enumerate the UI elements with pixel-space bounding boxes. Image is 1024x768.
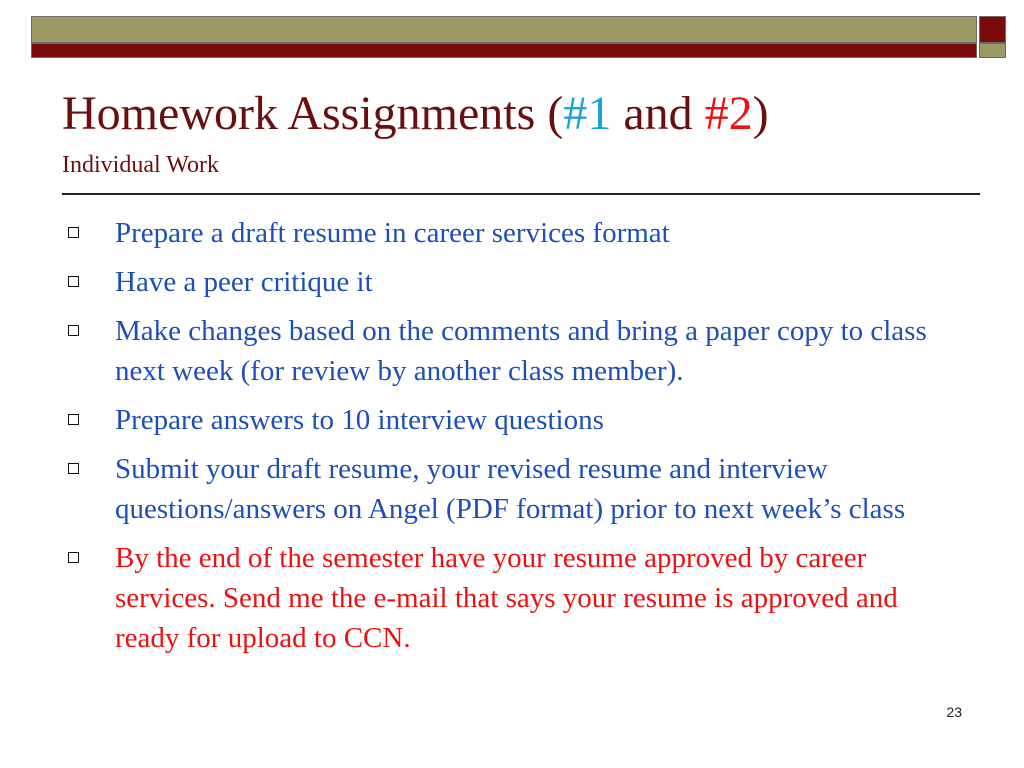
bullet-text: Submit your draft resume, your revised resume and interview questions/answers on Angel (PDF format) prior to next week’s class [115, 453, 906, 525]
bullet-text: Have a peer critique it [115, 266, 373, 298]
square-bullet-icon [68, 463, 79, 474]
slide-title [62, 88, 769, 141]
title-highlight-2: #2 [704, 87, 753, 140]
header-square-olive [979, 43, 1006, 58]
bullet-item [62, 400, 962, 440]
bullet-list [62, 213, 962, 667]
bullet-text: By the end of the semester have your resume approved by career services. Send me the e-mail that says your resume is approved and ready for upload to CCN. [115, 542, 898, 654]
page-number: 23 [946, 704, 962, 720]
title-suffix: ) [752, 87, 769, 140]
square-bullet-icon [68, 325, 79, 336]
bullet-text: Prepare answers to 10 interview questions [115, 404, 604, 436]
bullet-text: Prepare a draft resume in career services format [115, 217, 670, 249]
title-divider [62, 193, 980, 195]
bullet-item [62, 449, 962, 529]
header-square-maroon [979, 16, 1006, 43]
bullet-item [62, 213, 962, 253]
bullet-item-alert [62, 538, 962, 658]
square-bullet-icon [68, 227, 79, 238]
header-bar-maroon [31, 43, 977, 58]
slide-subtitle: Individual Work [62, 152, 219, 178]
header-bar-olive [31, 16, 977, 43]
title-middle: and [611, 87, 705, 140]
title-prefix: Homework Assignments ( [62, 87, 564, 140]
bullet-text: Make changes based on the comments and bring a paper copy to class next week (for review by another class member). [115, 315, 927, 387]
title-highlight-1: #1 [563, 87, 612, 140]
square-bullet-icon [68, 552, 79, 563]
bullet-item [62, 311, 962, 391]
square-bullet-icon [68, 414, 79, 425]
bullet-item [62, 262, 962, 302]
square-bullet-icon [68, 276, 79, 287]
